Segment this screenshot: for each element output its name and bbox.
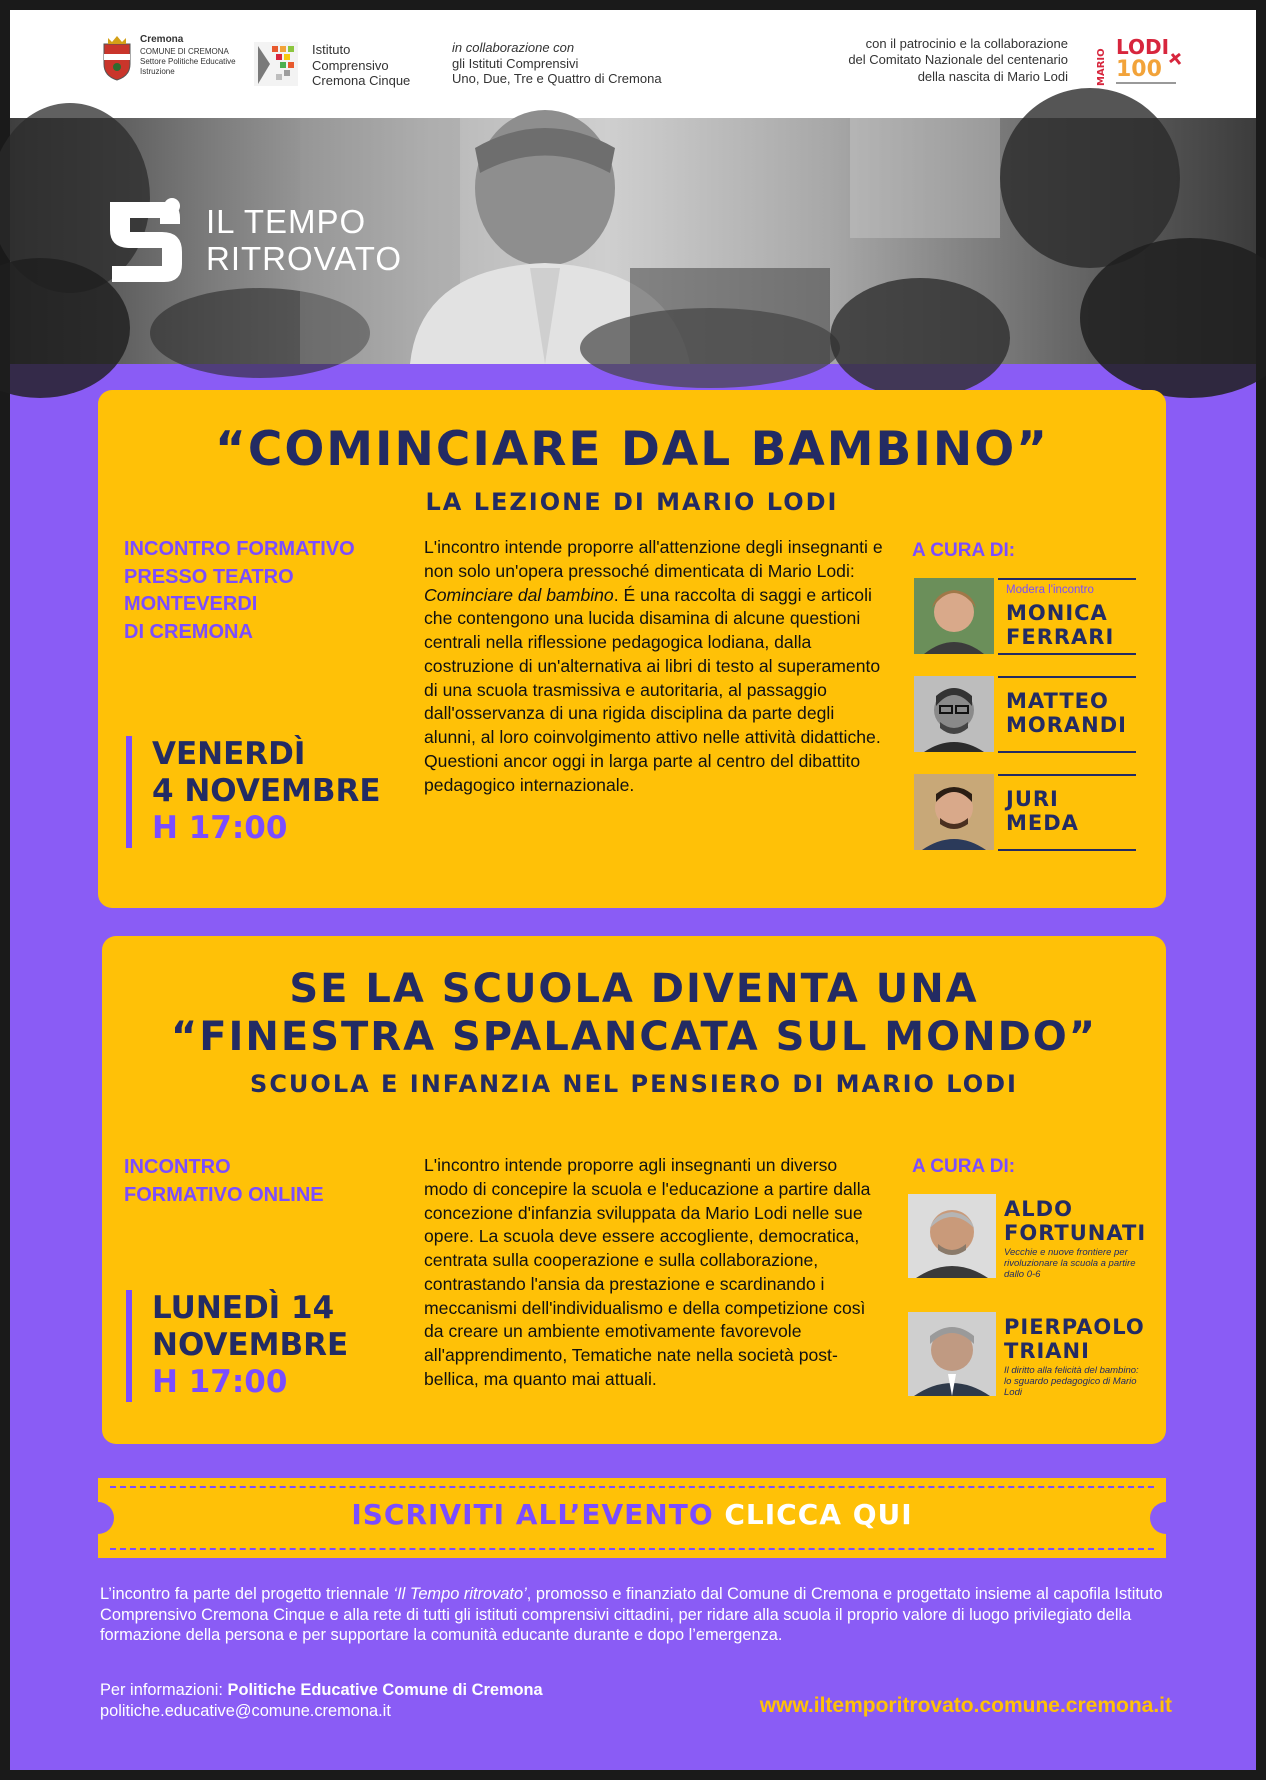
event2-curated-by-label: A CURA DI: xyxy=(912,1156,1016,1177)
speaker-line-top xyxy=(998,578,1136,580)
event2-title-line2: “FINESTRA SPALANCATA SUL MONDO” xyxy=(170,1014,1098,1060)
patronage-text xyxy=(848,36,1068,85)
cremona-crest-icon xyxy=(98,34,136,82)
event1-subtitle: LA LEZIONE DI MARIO LODI xyxy=(425,488,839,516)
istituto-line2: Comprensivo xyxy=(312,57,389,73)
info-label: Per informazioni: xyxy=(100,1681,228,1699)
speaker-role: Modera l'incontro xyxy=(1006,584,1094,596)
speaker-photo-monica-ferrari xyxy=(914,578,994,654)
speaker-photo-matteo-morandi xyxy=(914,676,994,752)
cremona-name: Cremona xyxy=(140,34,184,45)
speaker-name-pierpaolo-triani xyxy=(1004,1316,1145,1363)
register-cta-text[interactable] xyxy=(98,1498,1166,1531)
mario-lodi-100-logo xyxy=(1096,32,1192,94)
event2-location xyxy=(124,1154,324,1209)
collab-line3: Uno, Due, Tre e Quattro di Cremona xyxy=(452,71,662,87)
event1-speaker-3 xyxy=(914,774,1144,854)
register-cta-label: ISCRIVITI ALL’EVENTO xyxy=(351,1498,725,1531)
event1-date xyxy=(126,736,381,848)
speaker-first-name: MATTEO xyxy=(1006,689,1109,713)
banner-photo xyxy=(10,118,1256,364)
event1-hour: H 17:00 xyxy=(152,810,288,847)
event1-title: “COMINCIARE DAL BAMBINO” xyxy=(214,422,1050,477)
speaker-first-name: PIERPAOLO xyxy=(1004,1315,1145,1339)
cremona-istruzione: Istruzione xyxy=(140,66,175,76)
speaker-photo-juri-meda xyxy=(914,774,994,850)
footer-description xyxy=(100,1584,1170,1646)
speaker-line-bottom xyxy=(998,653,1136,655)
speaker-line-top xyxy=(998,774,1136,776)
speaker-photo-pierpaolo-triani xyxy=(908,1312,996,1396)
brand-title-line2: RITROVATO xyxy=(206,239,403,277)
event2-location-line1: INCONTRO xyxy=(124,1156,231,1178)
event1-speaker-1 xyxy=(914,578,1144,658)
register-cta-link[interactable]: CLICCA QUI xyxy=(724,1498,913,1531)
speaker-name-aldo-fortunati xyxy=(1004,1198,1146,1245)
footer-text-part2: , promosso e finanziato dal Comune di Cremona e progettato insieme al capofila Istituto Comprensivo Cremona Cinque e alla rete di tutti gli istituti comprensivi cittadini, per ridare alla scuola il proprio valore di luogo privilegiato della formazione della persona e per supportare la comunità educante durante e dopo l’emergenza. xyxy=(100,1585,1163,1645)
svg-text:MARIO: MARIO xyxy=(1096,48,1107,86)
speaker-name-monica-ferrari xyxy=(1006,602,1114,649)
svg-text:LODI: LODI xyxy=(1116,35,1170,59)
event1-body-part1: L'incontro intende proporre all'attenzione degli insegnanti e non solo un'opera pressoché dimenticata di Mario Lodi: xyxy=(424,537,883,581)
event-card-1 xyxy=(98,390,1166,908)
istituto-logo-icon xyxy=(252,38,300,90)
event2-hour: H 17:00 xyxy=(152,1364,288,1401)
event-card-2 xyxy=(102,936,1166,1444)
contact-info xyxy=(100,1680,543,1723)
speaker-first-name: ALDO xyxy=(1004,1197,1073,1221)
cremona-settore: Settore Politiche Educative xyxy=(140,56,236,66)
brand-title xyxy=(206,204,402,278)
contact-email-link[interactable]: politiche.educative@comune.cremona.it xyxy=(100,1702,391,1721)
event2-location-line2: FORMATIVO ONLINE xyxy=(124,1183,324,1206)
ticket-dash-top xyxy=(110,1486,1154,1488)
event2-subtitle: SCUOLA E INFANZIA NEL PENSIERO DI MARIO LODI xyxy=(250,1070,1018,1098)
speaker-last-name: MEDA xyxy=(1006,810,1079,835)
speaker-last-name: MORANDI xyxy=(1006,712,1127,737)
event2-title-line1: SE LA SCUOLA DIVENTA UNA xyxy=(289,966,979,1012)
speaker-name-matteo-morandi xyxy=(1006,690,1127,737)
collab-line2: gli Istituti Comprensivi xyxy=(452,55,579,71)
speaker-first-name: JURI xyxy=(1006,787,1059,811)
event1-description xyxy=(424,536,884,797)
svg-text:100: 100 xyxy=(1116,57,1162,82)
speaker-last-name: TRIANI xyxy=(1004,1338,1090,1363)
photo-banner xyxy=(10,118,1256,364)
event2-date-month: NOVEMBRE xyxy=(152,1327,349,1364)
event1-location-line2: PRESSO TEATRO xyxy=(124,565,294,588)
speaker-line-bottom xyxy=(998,849,1136,851)
event1-body-italic: Cominciare dal bambino xyxy=(424,584,614,605)
speaker-line-bottom xyxy=(998,751,1136,753)
website-link[interactable]: www.iltemporitrovato.comune.cremona.it xyxy=(759,1694,1172,1717)
istituto-text xyxy=(312,42,410,89)
event2-date xyxy=(126,1290,348,1402)
speaker-photo-aldo-fortunati xyxy=(908,1194,996,1278)
patro-line1: con il patrocinio e la collaborazione xyxy=(865,36,1068,51)
event2-speaker-1 xyxy=(908,1194,1148,1280)
speaker-name-juri-meda xyxy=(1006,788,1079,835)
event1-location-line1: INCONTRO FORMATIVO xyxy=(124,538,355,560)
event1-location xyxy=(124,536,355,646)
cremona-logo-text xyxy=(140,34,240,77)
il-tempo-ritrovato-logo-icon xyxy=(102,196,188,286)
collaboration-text xyxy=(452,40,662,87)
istituto-line1: Istituto xyxy=(312,42,351,57)
speaker-first-name: MONICA xyxy=(1006,601,1108,625)
speaker-talk-title: Vecchie e nuove frontiere per rivoluzionare la scuola a partire dallo 0-6 xyxy=(1004,1247,1136,1280)
brand-title-line1: IL TEMPO xyxy=(206,203,367,240)
flyer-page xyxy=(10,10,1256,1770)
event2-date-day: LUNEDÌ 14 xyxy=(152,1290,335,1326)
ticket-dash-bottom xyxy=(110,1548,1154,1550)
event1-location-line3: MONTEVERDI xyxy=(124,593,258,616)
event1-speaker-2 xyxy=(914,676,1144,756)
patro-line2: del Comitato Nazionale del centenario xyxy=(848,52,1068,68)
speaker-last-name: FERRARI xyxy=(1006,624,1115,649)
event1-curated-by-label: A CURA DI: xyxy=(912,540,1016,561)
speaker-line-top xyxy=(998,676,1136,678)
event1-body-part2: . É una raccolta di saggi e articoli che contengono una lucida disamina di alcune questioni centrali nella riflessione pedagogica lodiana, dalla costruzione di un'alternativa ai libri di testo al superamento di una scuola trasmissiva e autoritaria, al passaggio dall'osservanza di una rigida disciplina da parte degli alunni, al loro coinvolgimento attivo nelle attività didattiche. Questioni ancor oggi in larga parte al centro del dibattito pedagogico internazionale. xyxy=(424,584,881,795)
collab-line1: in collaborazione con xyxy=(452,40,575,55)
istituto-line3: Cremona Cinque xyxy=(312,73,411,89)
event2-speaker-2 xyxy=(908,1312,1148,1398)
event1-date-day: VENERDÌ xyxy=(152,736,306,772)
footer-project-name: ‘Il Tempo ritrovato’ xyxy=(393,1585,527,1603)
event1-date-month: 4 NOVEMBRE xyxy=(152,773,381,810)
footer-text-part1: L’incontro fa parte del progetto triennale xyxy=(100,1585,394,1603)
speaker-talk-title: Il diritto alla felicità del bambino: lo sguardo pedagogico di Mario Lodi xyxy=(1004,1365,1139,1398)
event2-description: L'incontro intende proporre agli insegnanti un diverso modo di concepire la scuola e l'educazione a partire dalla concezione d'infanzia sviluppata da Mario Lodi nelle sue opere. La scuola deve essere accogliente, democratica, centrata sulla cooperazione e sulla collaborazione, contrastando l'ansia da prestazione e scardinando i meccanismi dell'individualismo e della competizione così da creare un ambiente emotivamente favorevole all'apprendimento, Tematiche nate nella società post-bellica, ma quanto mai attuali. xyxy=(424,1155,871,1389)
speaker-last-name: FORTUNATI xyxy=(1004,1220,1147,1245)
event1-location-line4: DI CREMONA xyxy=(124,620,253,643)
cremona-comune: COMUNE DI CREMONA xyxy=(140,46,229,56)
patro-line3: della nascita di Mario Lodi xyxy=(917,68,1068,84)
register-ticket-button[interactable] xyxy=(98,1478,1166,1558)
info-organization: Politiche Educative Comune di Cremona xyxy=(227,1681,543,1699)
